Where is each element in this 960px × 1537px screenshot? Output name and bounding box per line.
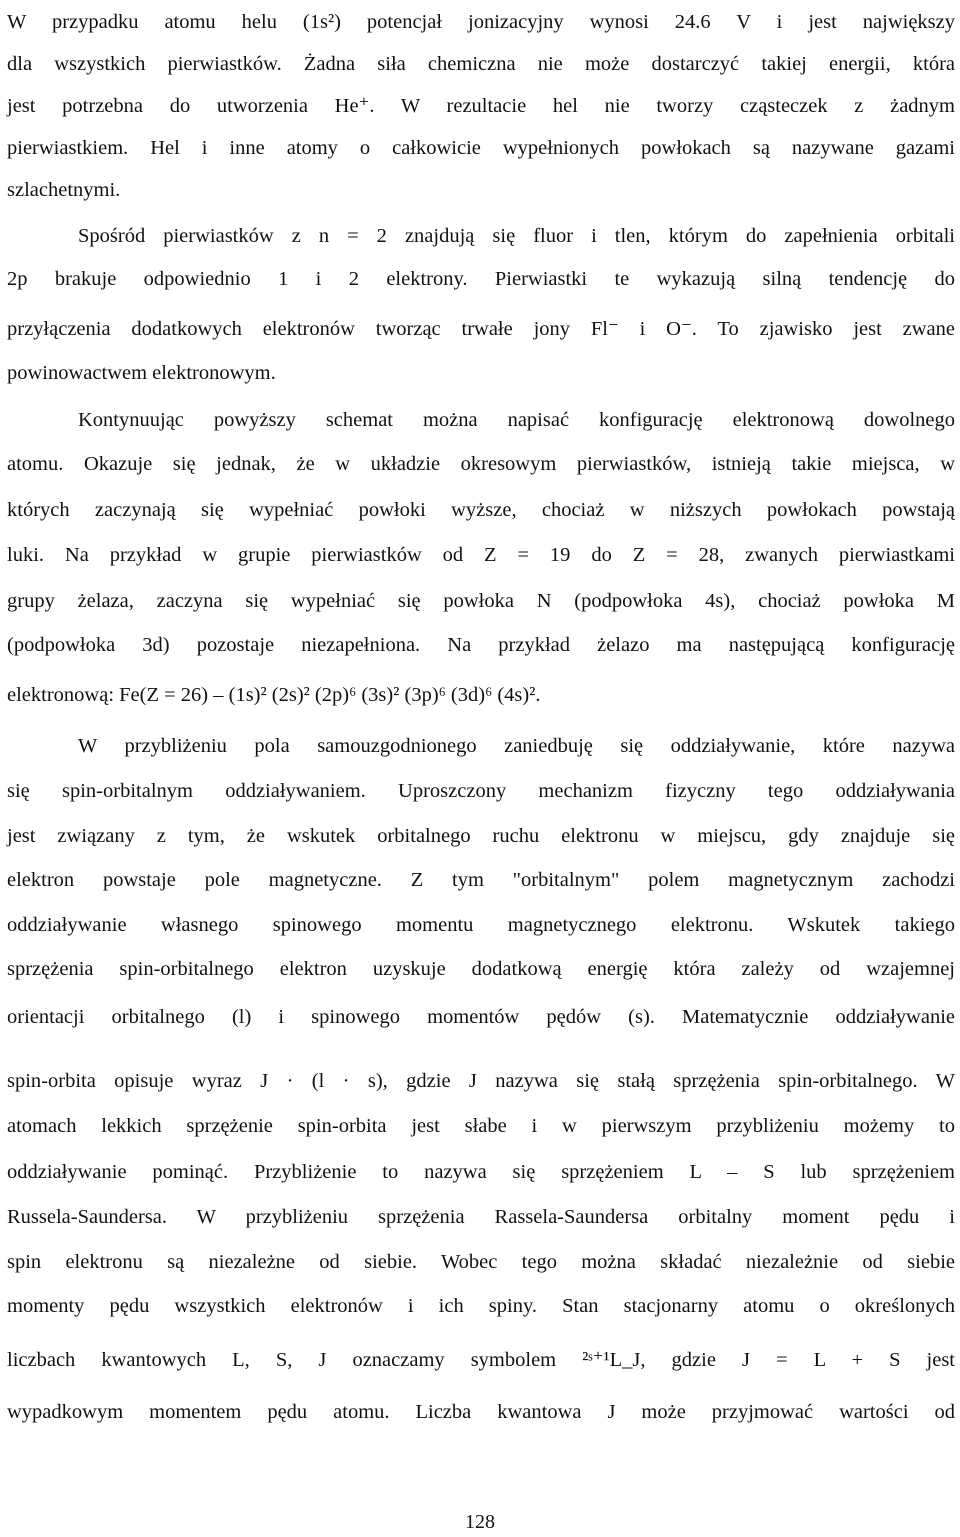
text-line: się spin-orbitalnym oddziaływaniem. Uproszczony mechanizm fizyczny tego oddziaływania xyxy=(7,780,955,802)
text-line: dla wszystkich pierwiastków. Żadna siła chemiczna nie może dostarczyć takiej energii, która xyxy=(7,53,955,75)
text-line: W przypadku atomu helu (1s²) potencjał jonizacyjny wynosi 24.6 V i jest największy xyxy=(7,11,955,33)
text-line: liczbach kwantowych L, S, J oznaczamy symbolem ²ˢ⁺¹L_J, gdzie J = L + S jest xyxy=(7,1349,955,1371)
text-line: powinowactwem elektronowym. xyxy=(7,362,276,384)
text-line: grupy żelaza, zaczyna się wypełniać się powłoka N (podpowłoka 4s), chociaż powłoka M xyxy=(7,590,955,612)
text-line: pierwiastkiem. Hel i inne atomy o całkowicie wypełnionych powłokach są nazywane gazami xyxy=(7,137,955,159)
text-line: orientacji orbitalnego (l) i spinowego momentów pędów (s). Matematycznie oddziaływanie xyxy=(7,1006,955,1028)
text-line: jest związany z tym, że wskutek orbitalnego ruchu elektronu w miejscu, gdy znajduje się xyxy=(7,825,955,847)
text-line: Spośród pierwiastków z n = 2 znajdują się fluor i tlen, którym do zapełnienia orbitali xyxy=(78,225,955,247)
text-line: przyłączenia dodatkowych elektronów tworząc trwałe jony Fl⁻ i O⁻. To zjawisko jest zwane xyxy=(7,318,955,340)
text-line: atomu. Okazuje się jednak, że w układzie okresowym pierwiastków, istnieją takie miejsca, w xyxy=(7,453,955,475)
text-line: spin-orbita opisuje wyraz J · (l · s), gdzie J nazywa się stałą sprzężenia spin-orbitalnego. W xyxy=(7,1070,955,1092)
text-line: luki. Na przykład w grupie pierwiastków od Z = 19 do Z = 28, zwanych pierwiastkami xyxy=(7,544,955,566)
text-line: wypadkowym momentem pędu atomu. Liczba kwantowa J może przyjmować wartości od xyxy=(7,1401,955,1423)
text-line: momenty pędu wszystkich elektronów i ich spiny. Stan stacjonarny atomu o określonych xyxy=(7,1295,955,1317)
text-line: jest potrzebna do utworzenia He⁺. W rezultacie hel nie tworzy cząsteczek z żadnym xyxy=(7,95,955,117)
text-line: sprzężenia spin-orbitalnego elektron uzyskuje dodatkową energię która zależy od wzajemnej xyxy=(7,958,955,980)
text-line: oddziaływanie pominąć. Przybliżenie to nazywa się sprzężeniem L – S lub sprzężeniem xyxy=(7,1161,955,1183)
text-line: W przybliżeniu pola samouzgodnionego zaniedbuję się oddziaływanie, które nazywa xyxy=(78,735,955,757)
text-line: atomach lekkich sprzężenie spin-orbita jest słabe i w pierwszym przybliżeniu możemy to xyxy=(7,1115,955,1137)
text-line: elektronową: Fe(Z = 26) – (1s)² (2s)² (2p)⁶ (3s)² (3p)⁶ (3d)⁶ (4s)². xyxy=(7,684,541,706)
text-line: oddziaływanie własnego spinowego momentu magnetycznego elektronu. Wskutek takiego xyxy=(7,914,955,936)
text-line: spin elektronu są niezależne od siebie. Wobec tego można składać niezależnie od siebie xyxy=(7,1251,955,1273)
text-line: Russela-Saundersa. W przybliżeniu sprzężenia Rassela-Saundersa orbitalny moment pędu i xyxy=(7,1206,955,1228)
text-line: Kontynuując powyższy schemat można napisać konfigurację elektronową dowolnego xyxy=(78,409,955,431)
text-line: 2p brakuje odpowiednio 1 i 2 elektrony. Pierwiastki te wykazują silną tendencję do xyxy=(7,268,955,290)
text-line: których zaczynają się wypełniać powłoki wyższe, chociaż w niższych powłokach powstają xyxy=(7,499,955,521)
page-number: 128 xyxy=(465,1511,495,1533)
text-line: elektron powstaje pole magnetyczne. Z tym "orbitalnym" polem magnetycznym zachodzi xyxy=(7,869,955,891)
text-line: (podpowłoka 3d) pozostaje niezapełniona. Na przykład żelazo ma następującą konfigurację xyxy=(7,634,955,656)
text-line: szlachetnymi. xyxy=(7,179,121,201)
